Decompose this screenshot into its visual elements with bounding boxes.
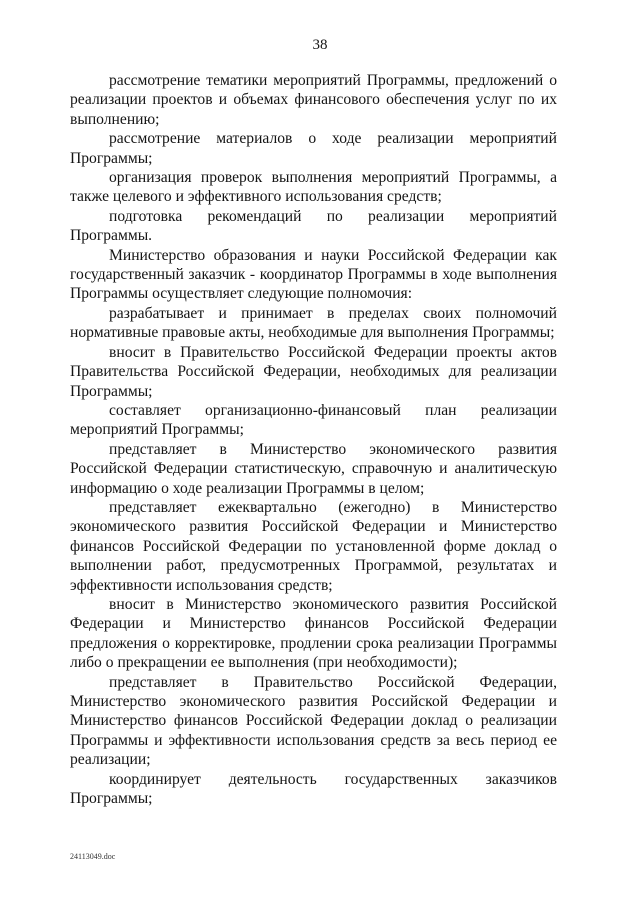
paragraph: вносит в Министерство экономического развития Российской Федерации и Министерство финансов Российской Федерации предложения о корректировке, продлении срока реализации Программы либо о прекращении ее выполнения (при необходимости); xyxy=(70,595,557,672)
paragraph: организация проверок выполнения мероприятий Программы, а также целевого и эффективного использования средств; xyxy=(70,169,557,206)
paragraph: рассмотрение материалов о ходе реализации мероприятий Программы; xyxy=(70,130,557,167)
paragraph: представляет в Правительство Российской Федерации, Министерство экономического развития Российской Федерации и Министерство финансов Российской Федерации доклад о реализации Программы и эффективности использования средств за весь период ее реализации; xyxy=(70,673,557,769)
paragraph: Министерство образования и науки Российской Федерации как государственный заказчик - координатор Программы в ходе выполнения Программы осуществляет следующие полномочия: xyxy=(70,246,557,303)
footer-file-name: 24113049.doc xyxy=(70,852,116,861)
paragraph: представляет ежеквартально (ежегодно) в Министерство экономического развития Российской Федерации и Министерство финансов Российской Федерации по установленной форме доклад о выполнении работ, предусмотренных Программой, результатах и эффективности использования средств; xyxy=(70,498,557,594)
paragraph: вносит в Правительство Российской Федерации проекты актов Правительства Российской Федерации, необходимых для реализации Программы; xyxy=(70,343,557,400)
paragraph: разрабатывает и принимает в пределах своих полномочий нормативные правовые акты, необходимые для выполнения Программы; xyxy=(70,304,557,342)
paragraph: рассмотрение тематики мероприятий Программы, предложений о реализации проектов и объемах финансового обеспечения услуг по их выполнению; xyxy=(70,72,557,128)
paragraph: составляет организационно-финансовый план реализации мероприятий Программы; xyxy=(70,401,557,439)
page-number: 38 xyxy=(312,37,328,53)
document-body xyxy=(70,71,557,808)
paragraph: координирует деятельность государственных заказчиков Программы; xyxy=(70,770,557,808)
paragraph: подготовка рекомендаций по реализации мероприятий Программы. xyxy=(70,207,557,245)
paragraph: представляет в Министерство экономического развития Российской Федерации статистическую, справочную и аналитическую информацию о ходе реализации Программы в целом; xyxy=(70,440,557,497)
